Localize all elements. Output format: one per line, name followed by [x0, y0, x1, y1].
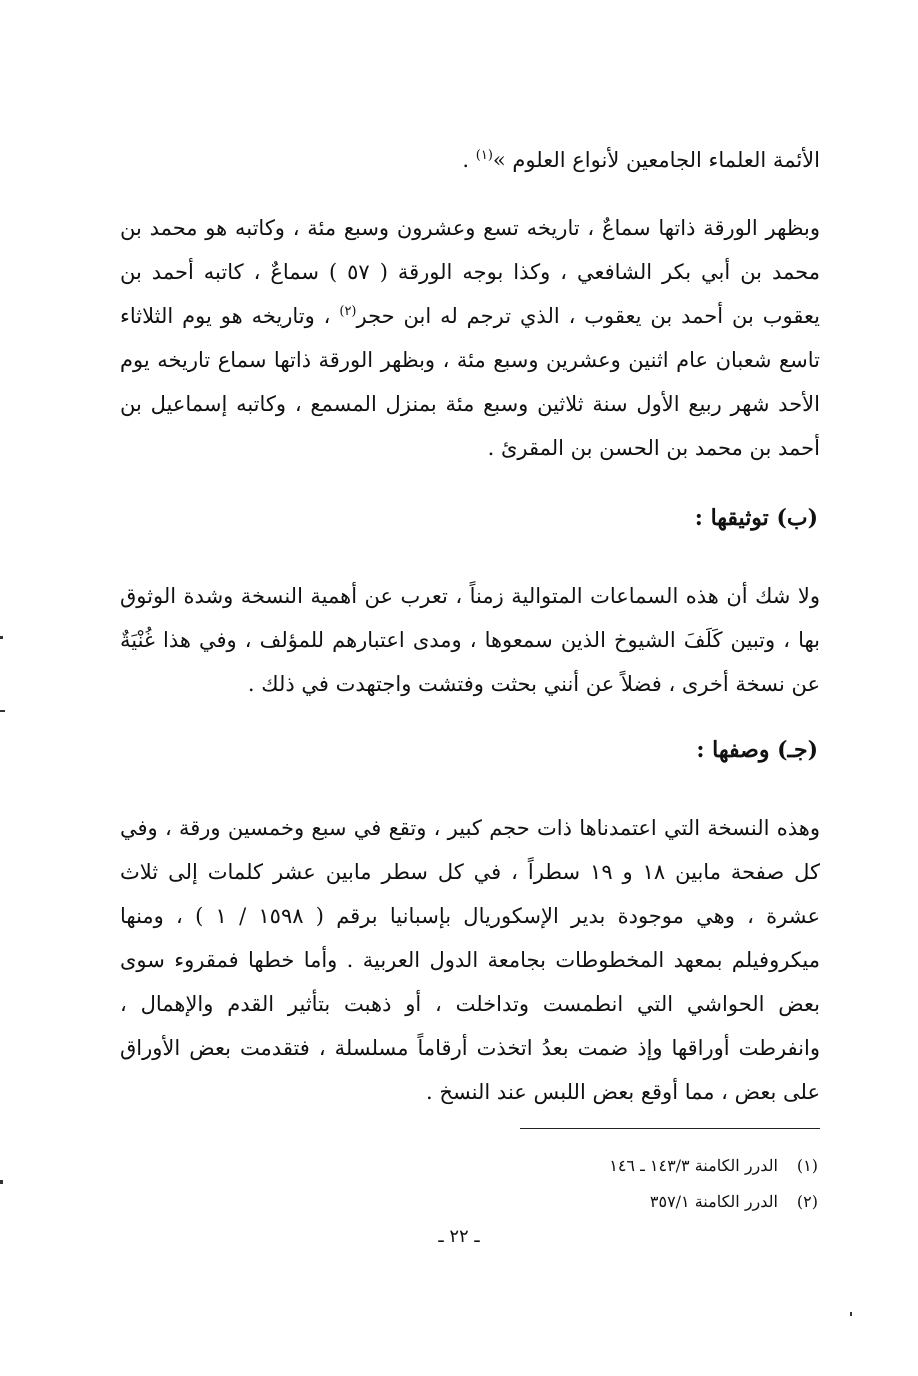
footnote-text: الدرر الكامنة ٣٥٧/١ [649, 1192, 778, 1211]
continuation-text: الأئمة العلماء الجامعين لأنواع العلوم » [492, 148, 820, 172]
footnote-item [458, 1148, 818, 1184]
page-number: ـ ٢٢ ـ [438, 1226, 480, 1247]
paragraph-authentication: ولا شك أن هذه السماعات المتوالية زمناً ، تعرب عن أهمية النسخة وشدة الوثوق بها ، وتبين كَلَفَ الشيوخ الذين سمعوها ، ومدى اعتبارهم للمؤلف ، وفي هذا غُنْيَةٌ عن نسخة أخرى ، فضلاً عن أنني بحثت وفتشت واجتهدت في ذلك . [120, 584, 820, 696]
footnote-text: الدرر الكامنة ١٤٣/٣ ـ ١٤٦ [609, 1156, 778, 1175]
footnote-ref-2[interactable]: (٢) [339, 304, 357, 319]
footnote-separator [520, 1128, 820, 1129]
continuation-end: . [462, 148, 476, 172]
footnote-number: (٢) [796, 1192, 818, 1211]
section-heading-authentication: (ب) توثيقها : [694, 505, 818, 531]
section-heading-description: (جـ) وصفها : [696, 737, 818, 763]
paragraph-description: وهذه النسخة التي اعتمدناها ذات حجم كبير ، وتقع في سبع وخمسين ورقة ، وفي كل صفحة مابين ١٨ و ١٩ سطراً ، في كل سطر مابين عشر كلمات إلى ثلاث عشرة ، وهي موجودة بدير الإسكوريال بإسبانيا برقم ( ١٥٩٨ / ١ ) ، ومنها ميكروفيلم بمعهد المخطوطات بجامعة الدول العربية . وأما خطها فمقروء سوى بعض الحواشي التي انطمست وتداخلت ، أو ذهبت بتأثير القدم والإهمال ، وانفرطت أوراقها وإذ ضمت بعدُ اتخذت أرقاماً مسلسلة ، فتقدمت بعض الأوراق على بعض ، مما أوقع بعض اللبس عند النسخ . [120, 816, 820, 1104]
footnote-number: (١) [796, 1156, 818, 1175]
paragraph-samaat-part2: ، وتاريخه هو يوم الثلاثاء تاسع شعبان عام اثنين وعشرين وسبع مئة ، وبظهر الورقة ذاتها سماع تاريخه يوم الأحد شهر ربيع الأول سنة ثلاثين وسبع مئة بمنزل المسمع ، وكاتبه إسماعيل بن أحمد بن محمد بن الحسن بن المقرئ . [120, 304, 820, 460]
footnote-ref-1[interactable]: (١) [475, 148, 493, 163]
scan-edge-mark [0, 710, 5, 712]
paragraph-samaat [120, 206, 820, 470]
scan-edge-mark [0, 636, 3, 639]
continuation-line [120, 138, 820, 182]
footnotes [458, 1148, 818, 1220]
paragraph-samaat-part1: وبظهر الورقة ذاتها سماعٌ ، تاريخه تسع وعشرون وسبع مئة ، وكاتبه هو محمد بن محمد بن أبي بكر الشافعي ، وكذا بوجه الورقة ( ٥٧ ) سماعٌ ، كاتبه أحمد بن يعقوب بن أحمد بن يعقوب ، الذي ترجم له ابن حجر [120, 216, 820, 328]
footnote-item [458, 1184, 818, 1220]
scan-edge-mark [850, 1312, 852, 1316]
scan-edge-mark [0, 1180, 3, 1184]
